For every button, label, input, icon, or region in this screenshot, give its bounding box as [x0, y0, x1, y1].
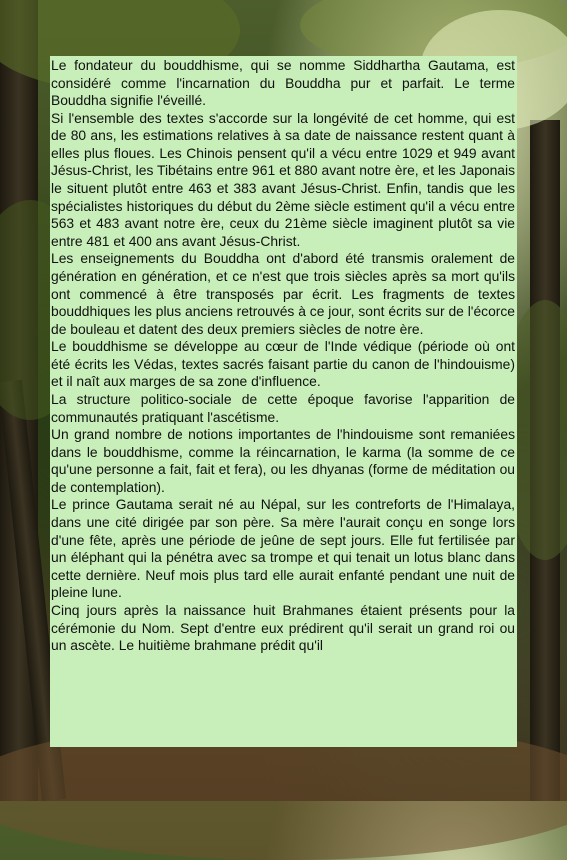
paragraph: La structure politico-sociale de cette époque favorise l'apparition de communautés pratiquant l'ascétisme.	[51, 390, 515, 425]
text-panel	[50, 56, 517, 747]
paragraph: Les enseignements du Bouddha ont d'abord été transmis oralement de génération en génération, et ce n'est que trois siècles après sa mort qu'ils ont commencé à être transposés par écrit. Les fragments de textes bouddhiques les plus anciens retrouvés à ce jour, sont écrits sur de l'écorce de bouleau et datent des deux premiers siècles de notre ère.	[51, 250, 515, 337]
paragraph: Le fondateur du bouddhisme, qui se nomme Siddhartha Gautama, est considéré comme l'incarnation du Bouddha pur et parfait. Le terme Bouddha signifie l'éveillé.	[51, 57, 515, 109]
paragraph: Si l'ensemble des textes s'accorde sur la longévité de cet homme, qui est de 80 ans, les estimations relatives à sa date de naissance restent quant à elles plus floues. Les Chinois pensent qu'il a vécu entre 1029 et 949 avant Jésus-Christ, les Tibétains entre 961 et 880 avant notre ère, et les Japonais le situent plutôt entre 463 et 383 avant Jésus-Christ. Enfin, tandis que les spécialistes historiques du début du 2ème siècle estiment qu'il a vécu entre 563 et 483 avant notre ère, ceux du 21ème siècle imaginent plutôt sa vie entre 481 et 400 ans avant Jésus-Christ.	[51, 109, 515, 249]
paragraph: Cinq jours après la naissance huit Brahmanes étaient présents pour la cérémonie du Nom. Sept d'entre eux prédirent qu'il serait un grand roi ou un ascète. Le huitième brahmane prédit qu'il	[51, 601, 515, 654]
paragraph: Le prince Gautama serait né au Népal, sur les contreforts de l'Himalaya, dans une cité dirigée par son père. Sa mère l'aurait conçu en songe lors d'une fête, après une période de jeûne de sept jours. Elle fut fertilisée par un éléphant qui la pénétra avec sa trompe et qui tenait un lotus blanc dans cette dernière. Neuf mois plus tard elle aurait enfanté pendant une nuit de pleine lune.	[51, 496, 515, 601]
paragraph: Le bouddhisme se développe au cœur de l'Inde védique (période où ont été écrits les Védas, textes sacrés faisant partie du canon de l'hindouisme) et il naît aux marges de sa zone d'influence.	[51, 338, 515, 390]
paragraph: Un grand nombre de notions importantes de l'hindouisme sont remaniées dans le bouddhisme, comme la réincarnation, le karma (la somme de ce qu'une personne a fait, fait et fera), ou les dhyanas (forme de méditation ou de contemplation).	[51, 426, 515, 495]
